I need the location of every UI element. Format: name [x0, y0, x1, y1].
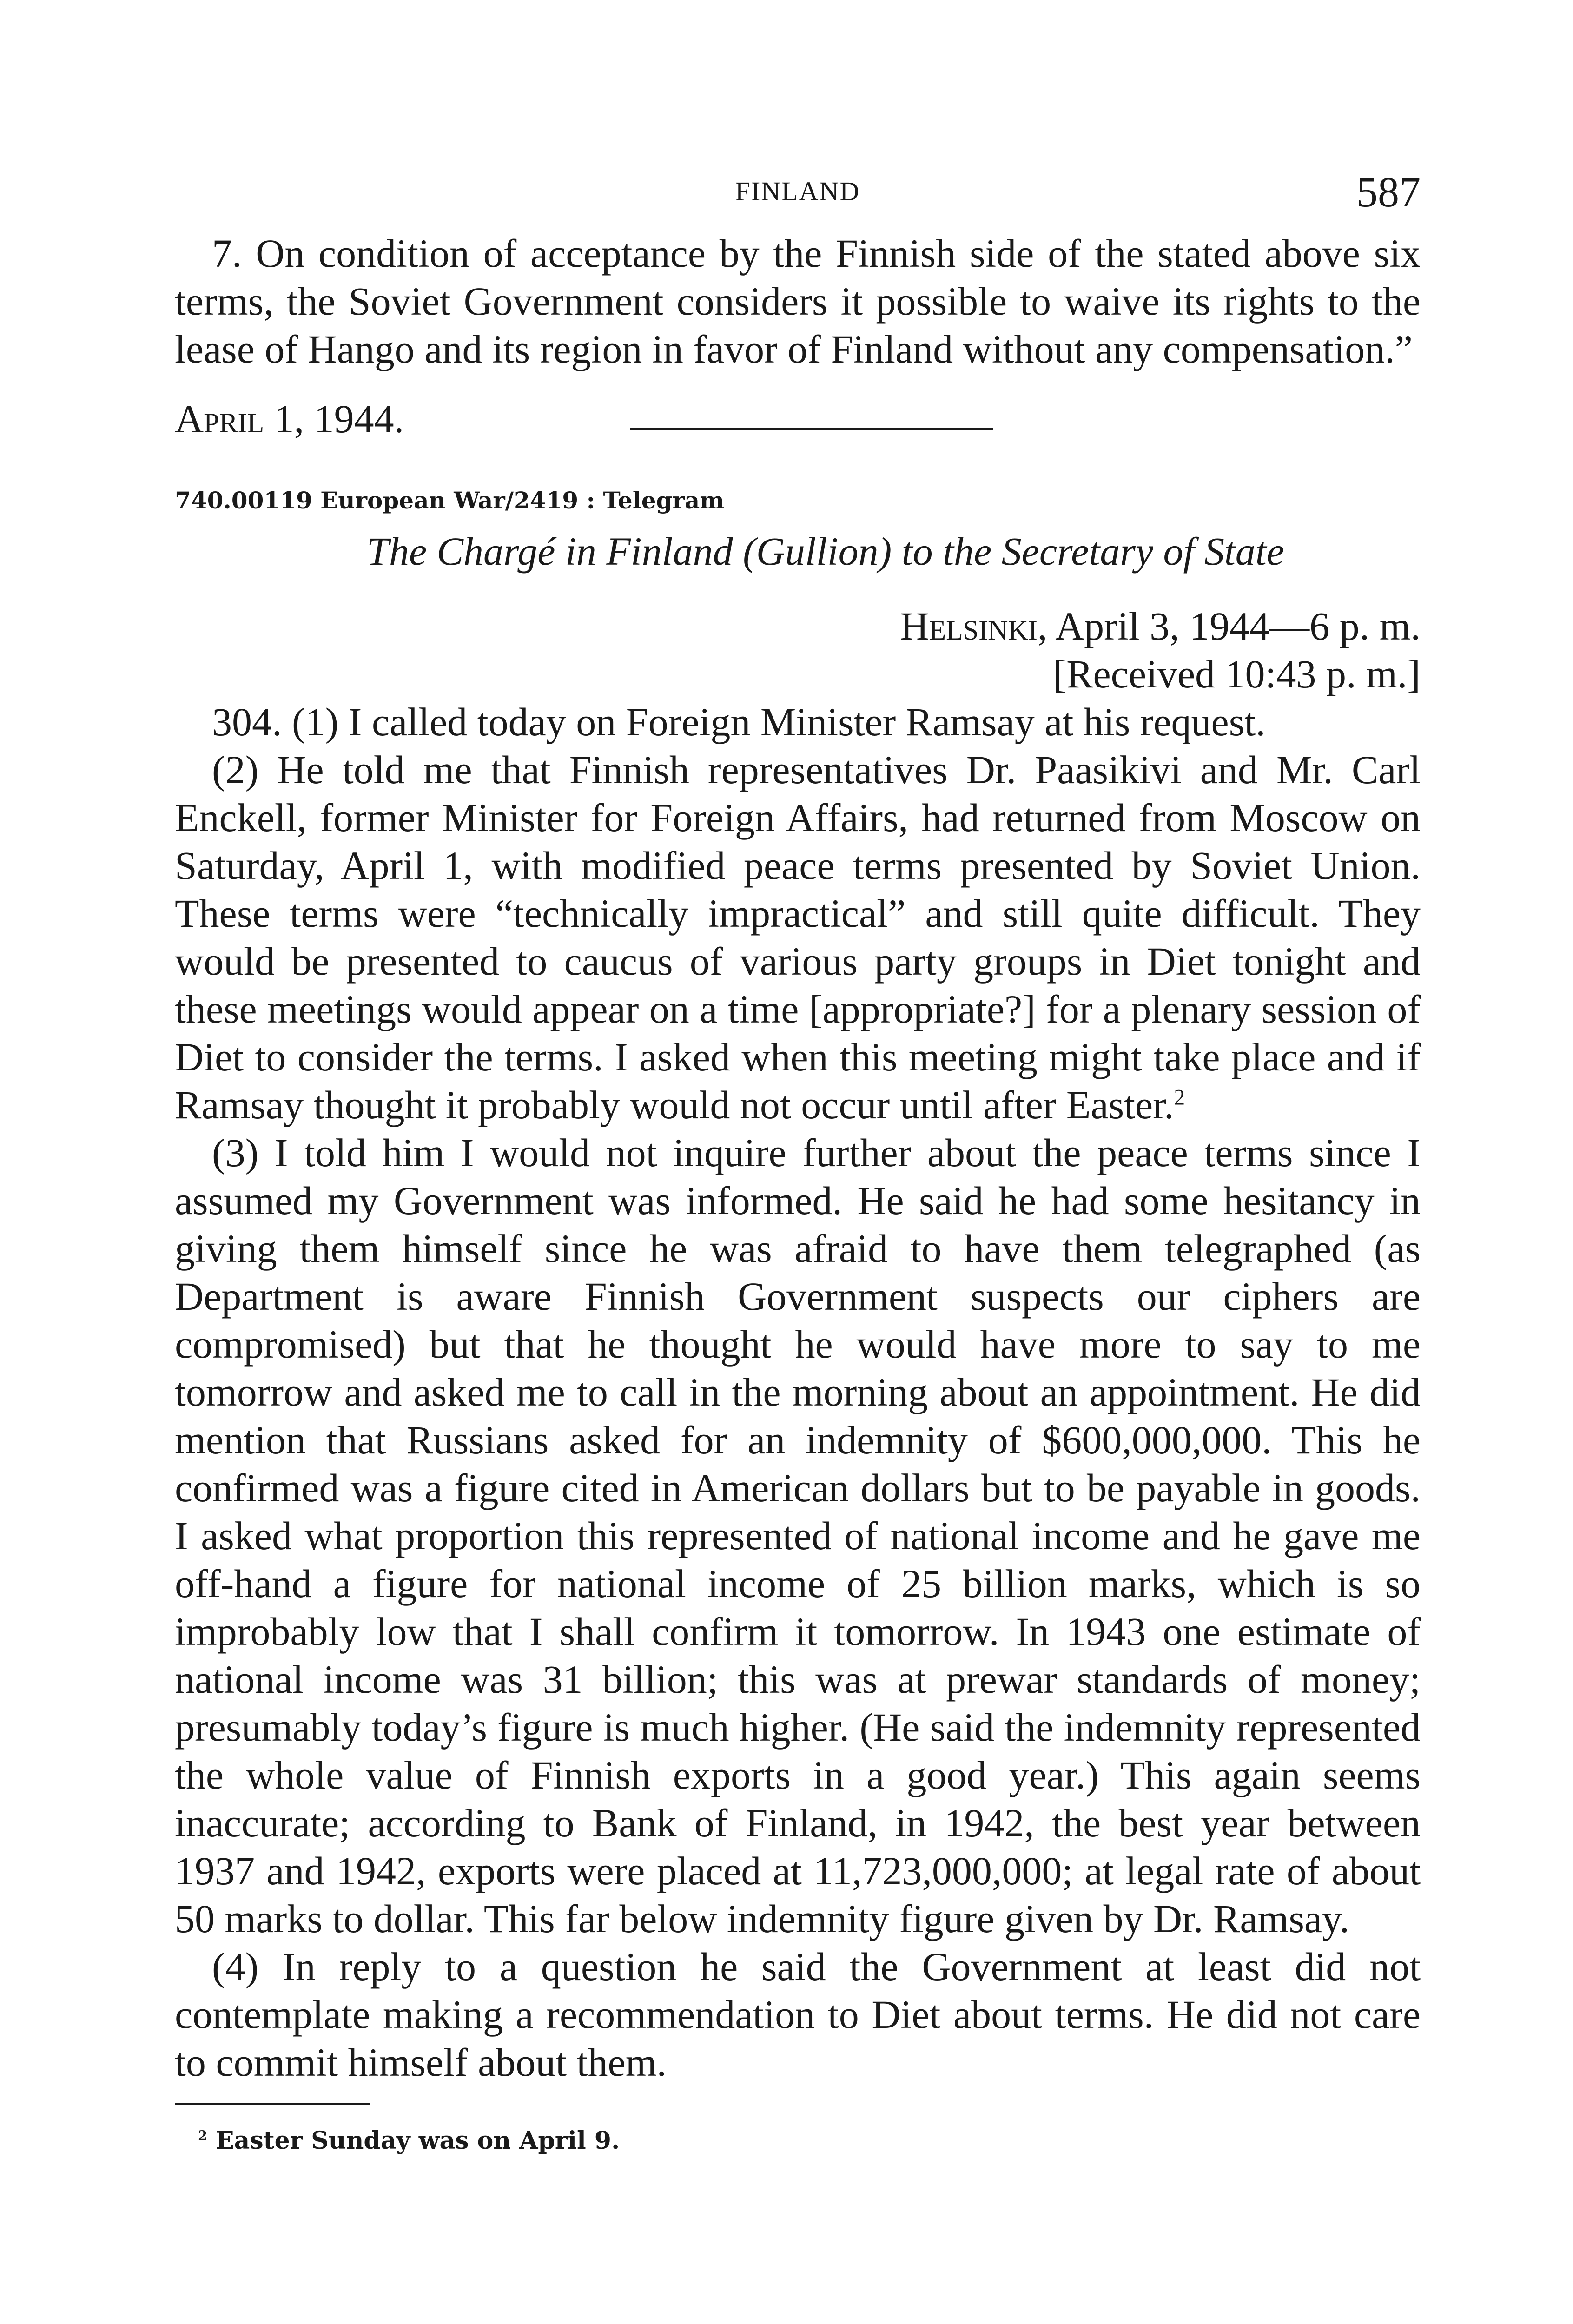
- dateline-rest: 1, 1944.: [264, 396, 404, 441]
- running-head: FINLAND: [735, 176, 860, 206]
- origin-place: Helsinki: [900, 604, 1038, 648]
- telegram-paragraph-2: [175, 746, 1421, 1129]
- footnote: [175, 2126, 1421, 2155]
- paragraph-2-text: (2) He told me that Finnish representatives Dr. Paasikivi and Mr. Carl Enckell, former Minister for Foreign Affairs, had returned from Moscow on Saturday, April 1, with modified peace terms presented by Soviet Union. These terms were “technically impractical” and still quite difficult. They would be presented to caucus of various party groups in Diet tonight and these meetings would appear on a time [appropriate?] for a plenary session of Diet to consider the terms. I asked when this meeting might take place and if Ramsay thought it probably would not occur until after Easter.: [175, 747, 1421, 1127]
- page-number: 587: [1356, 168, 1421, 216]
- received-line: [Received 10:43 p. m.]: [1053, 652, 1421, 696]
- telegram-paragraph-1: 304. (1) I called today on Foreign Minister Ramsay at his request.: [212, 700, 1266, 744]
- section-divider: [630, 428, 993, 430]
- footnote-reference: 2: [1174, 1085, 1185, 1110]
- footnote-marker: 2: [198, 2127, 207, 2144]
- continuation-paragraph: 7. On condition of acceptance by the Finnish side of the stated above six terms, the Soviet Government considers it possible to waive its rights to the lease of Hango and its region in favor of Finland without any compensation.”: [175, 231, 1421, 371]
- page-header: [175, 167, 1421, 223]
- footnote-text: Easter Sunday was on April 9.: [207, 2126, 620, 2155]
- document-page: [175, 167, 1421, 2155]
- origin-line: [175, 602, 1421, 650]
- dateline-month: April: [175, 396, 264, 441]
- document-title: The Chargé in Finland (Gullion) to the Secretary of State: [367, 529, 1284, 574]
- dateline: [175, 396, 1421, 442]
- telegram-paragraph-3: (3) I told him I would not inquire further about the peace terms since I assumed my Government was informed. He said he had some hesitancy in giving them himself since he was afraid to have them telegraphed (as Department is aware Finnish Government suspects our ciphers are compromised) but that he thought he would have more to say to me tomorrow and asked me to call in the morning about an appointment. He did mention that Russians asked for an indemnity of $600,000,000. This he confirmed was a figure cited in American dollars but to be payable in goods. I asked what proportion this represented of national income and he gave me off-hand a figure for national income of 25 billion marks, which is so improbably low that I shall confirm it tomorrow. In 1943 one estimate of national income was 31 billion; this was at prewar standards of money; presumably today’s figure is much higher. (He said the indemnity represented the whole value of Finnish exports in a good year.) This again seems inaccurate; according to Bank of Finland, in 1942, the best year between 1937 and 1942, exports were placed at 11,723,000,000; at legal rate of about 50 marks to dollar. This far below indemnity figure given by Dr. Ramsay.: [175, 1130, 1421, 1941]
- footnote-divider: [175, 2103, 370, 2105]
- origin-time: , April 3, 1944—6 p. m.: [1037, 604, 1421, 648]
- file-number: 740.00119 European War/2419 : Telegram: [175, 487, 725, 514]
- telegram-paragraph-4: (4) In reply to a question he said the Government at least did not contemplate making a recommendation to Diet about terms. He did not care to commit himself about them.: [175, 1944, 1421, 2085]
